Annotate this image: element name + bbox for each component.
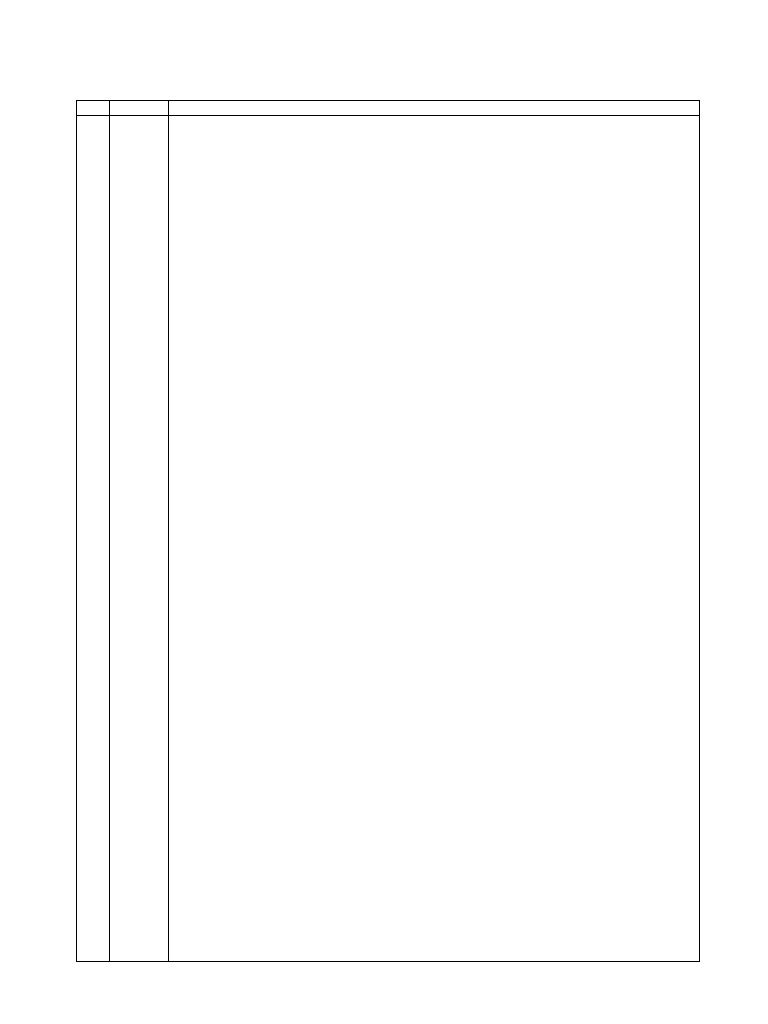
column-divider: [168, 101, 169, 961]
table-header: [77, 101, 699, 116]
column-divider: [109, 101, 110, 961]
header-description: [169, 101, 699, 115]
header-hs-code: [110, 101, 168, 115]
hs-code-table: [76, 100, 700, 962]
header-dl: [77, 101, 109, 115]
